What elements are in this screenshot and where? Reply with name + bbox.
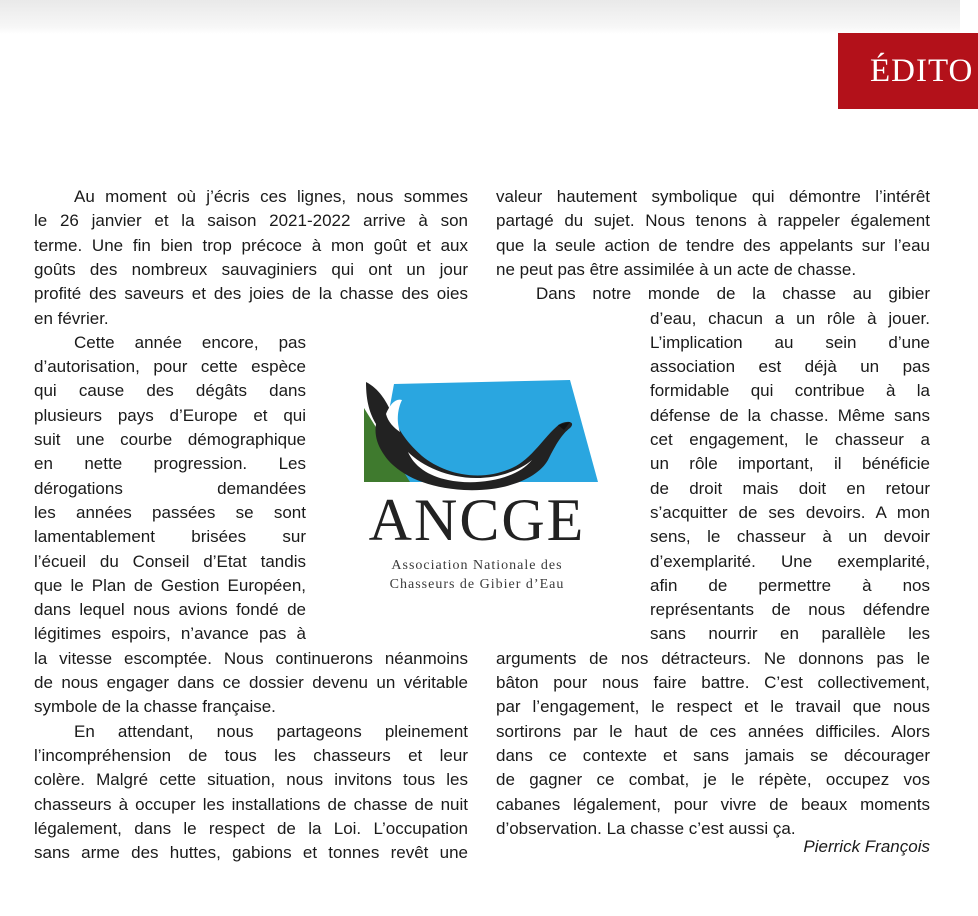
right-column-line: dans ce contexte et sans jamais se décourager <box>496 745 930 765</box>
left-column-line: en février. <box>34 308 109 328</box>
left-column-line: les années passées se sont <box>34 502 306 522</box>
left-column-line: Au moment où j’écris ces lignes, nous sommes <box>74 187 468 206</box>
left-column-line: chasseurs à occuper les installations de chasse de nuit <box>34 794 468 814</box>
right-column-line: cabanes légalement, pour vivre de beaux moments <box>496 794 930 814</box>
left-column-line: qui cause des dégâts dans <box>34 381 306 401</box>
right-column-line: de gagner ce combat, je le répète, occupez vos <box>496 770 930 790</box>
author-signature: Pierrick François <box>803 837 930 856</box>
left-column-line: colère. Malgré cette situation, nous invitons tous les <box>34 770 468 790</box>
right-column-line: de droit mais doit en retour <box>650 478 930 498</box>
right-column-line: bâton pour nous faire battre. C’est collectivement, <box>496 673 930 692</box>
left-column-line: l’incompréhension de tous les chasseurs et leur <box>34 745 468 765</box>
left-column-line: que le Plan de Gestion Européen, <box>34 575 306 595</box>
right-column-line: Dans notre monde de la chasse au gibier <box>536 284 930 304</box>
left-column-line: symbole de la chasse française. <box>34 697 276 717</box>
left-column-line: le 26 janvier et la saison 2021-2022 arrive à son <box>34 211 468 231</box>
left-column-line: plusieurs pays d’Europe et qui <box>34 405 306 425</box>
left-column-line: terme. Une fin bien trop précoce à mon goût et aux <box>34 235 468 255</box>
left-column-line: en nette progression. Les <box>34 454 306 474</box>
right-column-line: arguments de nos détracteurs. Ne donnons pas le <box>496 648 930 668</box>
left-column-line: légalement, dans le respect de la Loi. L’occupation <box>34 818 468 838</box>
right-column-line: sans nourrir en parallèle les <box>650 624 930 644</box>
left-column-line: la vitesse escomptée. Nous continuerons néanmoins <box>34 648 468 668</box>
left-column-line: l’écueil du Conseil d’Etat tandis <box>34 551 306 571</box>
logo-subtitle-line-1: Association Nationale des <box>391 558 563 573</box>
left-column-line: goûts des nombreux sauvaginiers qui ont un jour <box>34 259 468 279</box>
left-column-line: lamentablement brisées sur <box>34 527 306 547</box>
right-column-line: d’eau, chacun a un rôle à jouer. <box>650 308 930 328</box>
right-column-line: cet engagement, le chasseur a <box>650 430 930 449</box>
left-column-line: Cette année encore, pas <box>74 332 306 352</box>
left-column-line: dans lequel nous avions fondé de <box>34 600 306 620</box>
left-column-line: suit une courbe démographique <box>34 430 306 449</box>
right-column-line: sens, le chasseur à un devoir <box>650 527 930 547</box>
left-column-line: profité des saveurs et des joies de la chasse des oies <box>34 284 468 304</box>
right-column-line: d’exemplarité. Une exemplarité, <box>650 551 930 571</box>
right-column-line: représentants de nous défendre <box>650 600 930 620</box>
left-column-line: dérogations demandées <box>34 478 306 498</box>
left-column-line: sans arme des huttes, gabions et tonnes revêt une <box>34 843 468 863</box>
left-column-line: d’autorisation, pour cette espèce <box>34 357 306 377</box>
section-tab-edito: ÉDITO <box>838 33 978 109</box>
right-column-line: que la seule action de tendre des appelants sur l’eau <box>496 235 930 255</box>
right-column-line: un rôle important, il bénéficie <box>650 454 930 474</box>
right-column-line: défense de la chasse. Même sans <box>650 405 930 425</box>
logo-wordmark: ANCGE <box>368 487 586 553</box>
right-column-line: afin de permettre à nos <box>650 575 930 595</box>
right-column-line: partagé du sujet. Nous tenons à rappeler également <box>496 211 930 231</box>
right-column-line: par l’engagement, le respect et le travail que nous <box>496 697 930 717</box>
left-column-line: de nous engager dans ce dossier devenu un véritable <box>34 673 468 692</box>
right-column-line: formidable qui contribue à la <box>650 381 930 401</box>
right-column-line: ne peut pas être assimilée à un acte de chasse. <box>496 259 857 279</box>
left-column-line: En attendant, nous partageons pleinement <box>74 721 468 741</box>
right-column-line: s’acquitter de ses devoirs. A mon <box>650 502 930 522</box>
right-column-line: sortirons par le haut de ces années difficiles. Alors <box>496 721 930 741</box>
left-column-line: légitimes espoirs, n’avance pas à <box>34 624 306 644</box>
logo-subtitle-line-2: Chasseurs de Gibier d’Eau <box>389 577 565 592</box>
right-column-line: d’observation. La chasse c’est aussi ça. <box>496 818 796 838</box>
right-column-line: valeur hautement symbolique qui démontre l’intérêt <box>496 187 930 206</box>
right-column-line: association est déjà un pas <box>650 357 930 377</box>
right-column-line: L’implication au sein d’une <box>650 332 930 352</box>
